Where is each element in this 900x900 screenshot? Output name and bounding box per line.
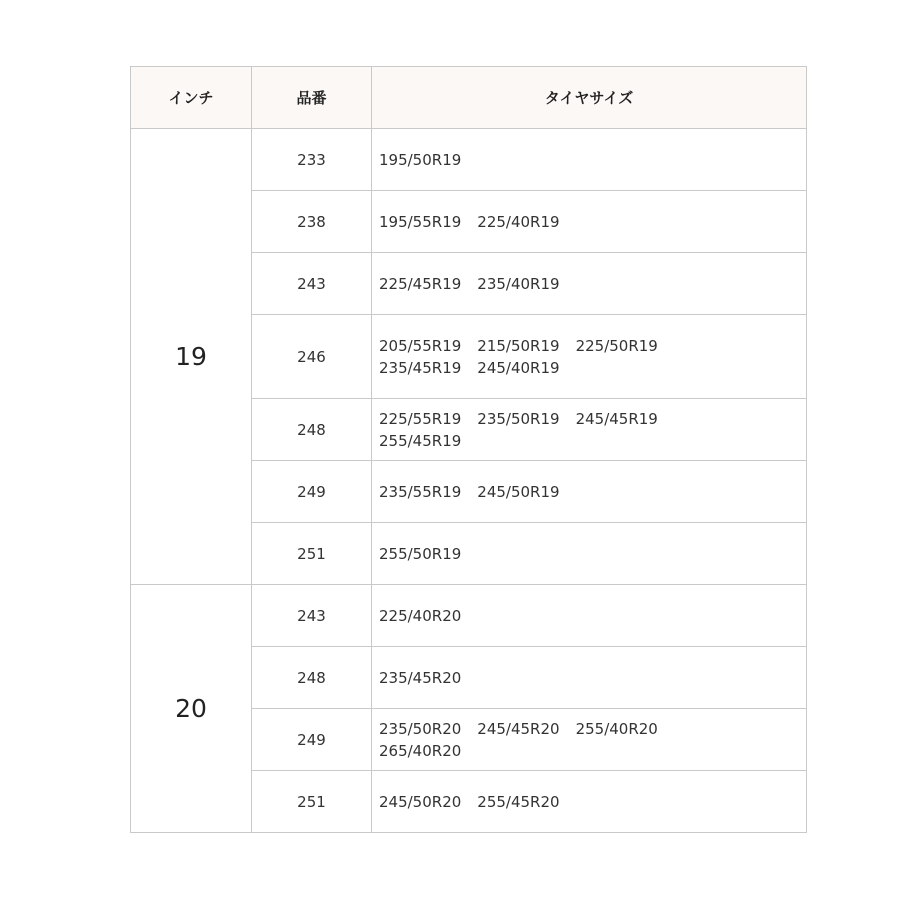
tire-size: 245/50R19 [477, 482, 560, 501]
tire-sizes-cell [372, 709, 807, 771]
tire-size: 245/45R20 [477, 719, 560, 738]
tire-size: 255/45R20 [477, 792, 560, 811]
product-code-cell: 251 [252, 771, 372, 833]
tire-size-table [130, 66, 807, 833]
tire-sizes-cell [372, 461, 807, 523]
tire-sizes-cell [372, 399, 807, 461]
tire-size: 255/40R20 [575, 719, 658, 738]
tire-size: 245/50R20 [379, 792, 462, 811]
product-code-cell: 233 [252, 129, 372, 191]
tire-size-list [379, 791, 759, 813]
tire-sizes-cell [372, 253, 807, 315]
header-row [131, 67, 807, 129]
tire-sizes-cell [372, 315, 807, 399]
product-code-cell: 238 [252, 191, 372, 253]
tire-size: 225/50R19 [575, 336, 658, 355]
product-code-cell: 246 [252, 315, 372, 399]
tire-size: 215/50R19 [477, 336, 560, 355]
tire-size: 255/50R19 [379, 544, 462, 563]
tire-size-list [379, 667, 759, 689]
table-row [131, 585, 807, 647]
tire-size: 245/40R19 [477, 358, 560, 377]
tire-size: 235/40R19 [477, 274, 560, 293]
header-code: 品番 [252, 67, 372, 129]
tire-size: 265/40R20 [379, 741, 462, 760]
tire-size-list [379, 543, 759, 565]
product-code-cell: 243 [252, 253, 372, 315]
tire-size: 225/45R19 [379, 274, 462, 293]
product-code-cell: 251 [252, 523, 372, 585]
tire-size-list [379, 149, 759, 171]
tire-size-list [379, 211, 759, 233]
tire-size: 235/50R19 [477, 409, 560, 428]
tire-size-list [379, 273, 759, 295]
tire-size: 245/45R19 [575, 409, 658, 428]
product-code-cell: 248 [252, 399, 372, 461]
tire-size-list [379, 481, 759, 503]
tire-size: 225/40R20 [379, 606, 462, 625]
tire-sizes-cell [372, 771, 807, 833]
tire-size: 225/55R19 [379, 409, 462, 428]
tire-size: 225/40R19 [477, 212, 560, 231]
inch-cell: 19 [131, 129, 252, 585]
product-code-cell: 249 [252, 709, 372, 771]
tire-size: 205/55R19 [379, 336, 462, 355]
header-inch: インチ [131, 67, 252, 129]
tire-size: 195/50R19 [379, 150, 462, 169]
tire-size: 235/45R19 [379, 358, 462, 377]
tire-sizes-cell [372, 191, 807, 253]
tire-sizes-cell [372, 523, 807, 585]
inch-cell: 20 [131, 585, 252, 833]
product-code-cell: 243 [252, 585, 372, 647]
header-tire-size: タイヤサイズ [372, 67, 807, 129]
tire-size-list [379, 718, 759, 762]
product-code-cell: 248 [252, 647, 372, 709]
tire-size-list [379, 408, 759, 452]
tire-size: 235/50R20 [379, 719, 462, 738]
table-row [131, 129, 807, 191]
table-body [131, 129, 807, 833]
tire-sizes-cell [372, 129, 807, 191]
tire-size: 235/55R19 [379, 482, 462, 501]
tire-size-list [379, 335, 759, 379]
tire-size: 235/45R20 [379, 668, 462, 687]
tire-sizes-cell [372, 585, 807, 647]
tire-size: 255/45R19 [379, 431, 462, 450]
tire-sizes-cell [372, 647, 807, 709]
product-code-cell: 249 [252, 461, 372, 523]
tire-size-list [379, 605, 759, 627]
tire-size: 195/55R19 [379, 212, 462, 231]
